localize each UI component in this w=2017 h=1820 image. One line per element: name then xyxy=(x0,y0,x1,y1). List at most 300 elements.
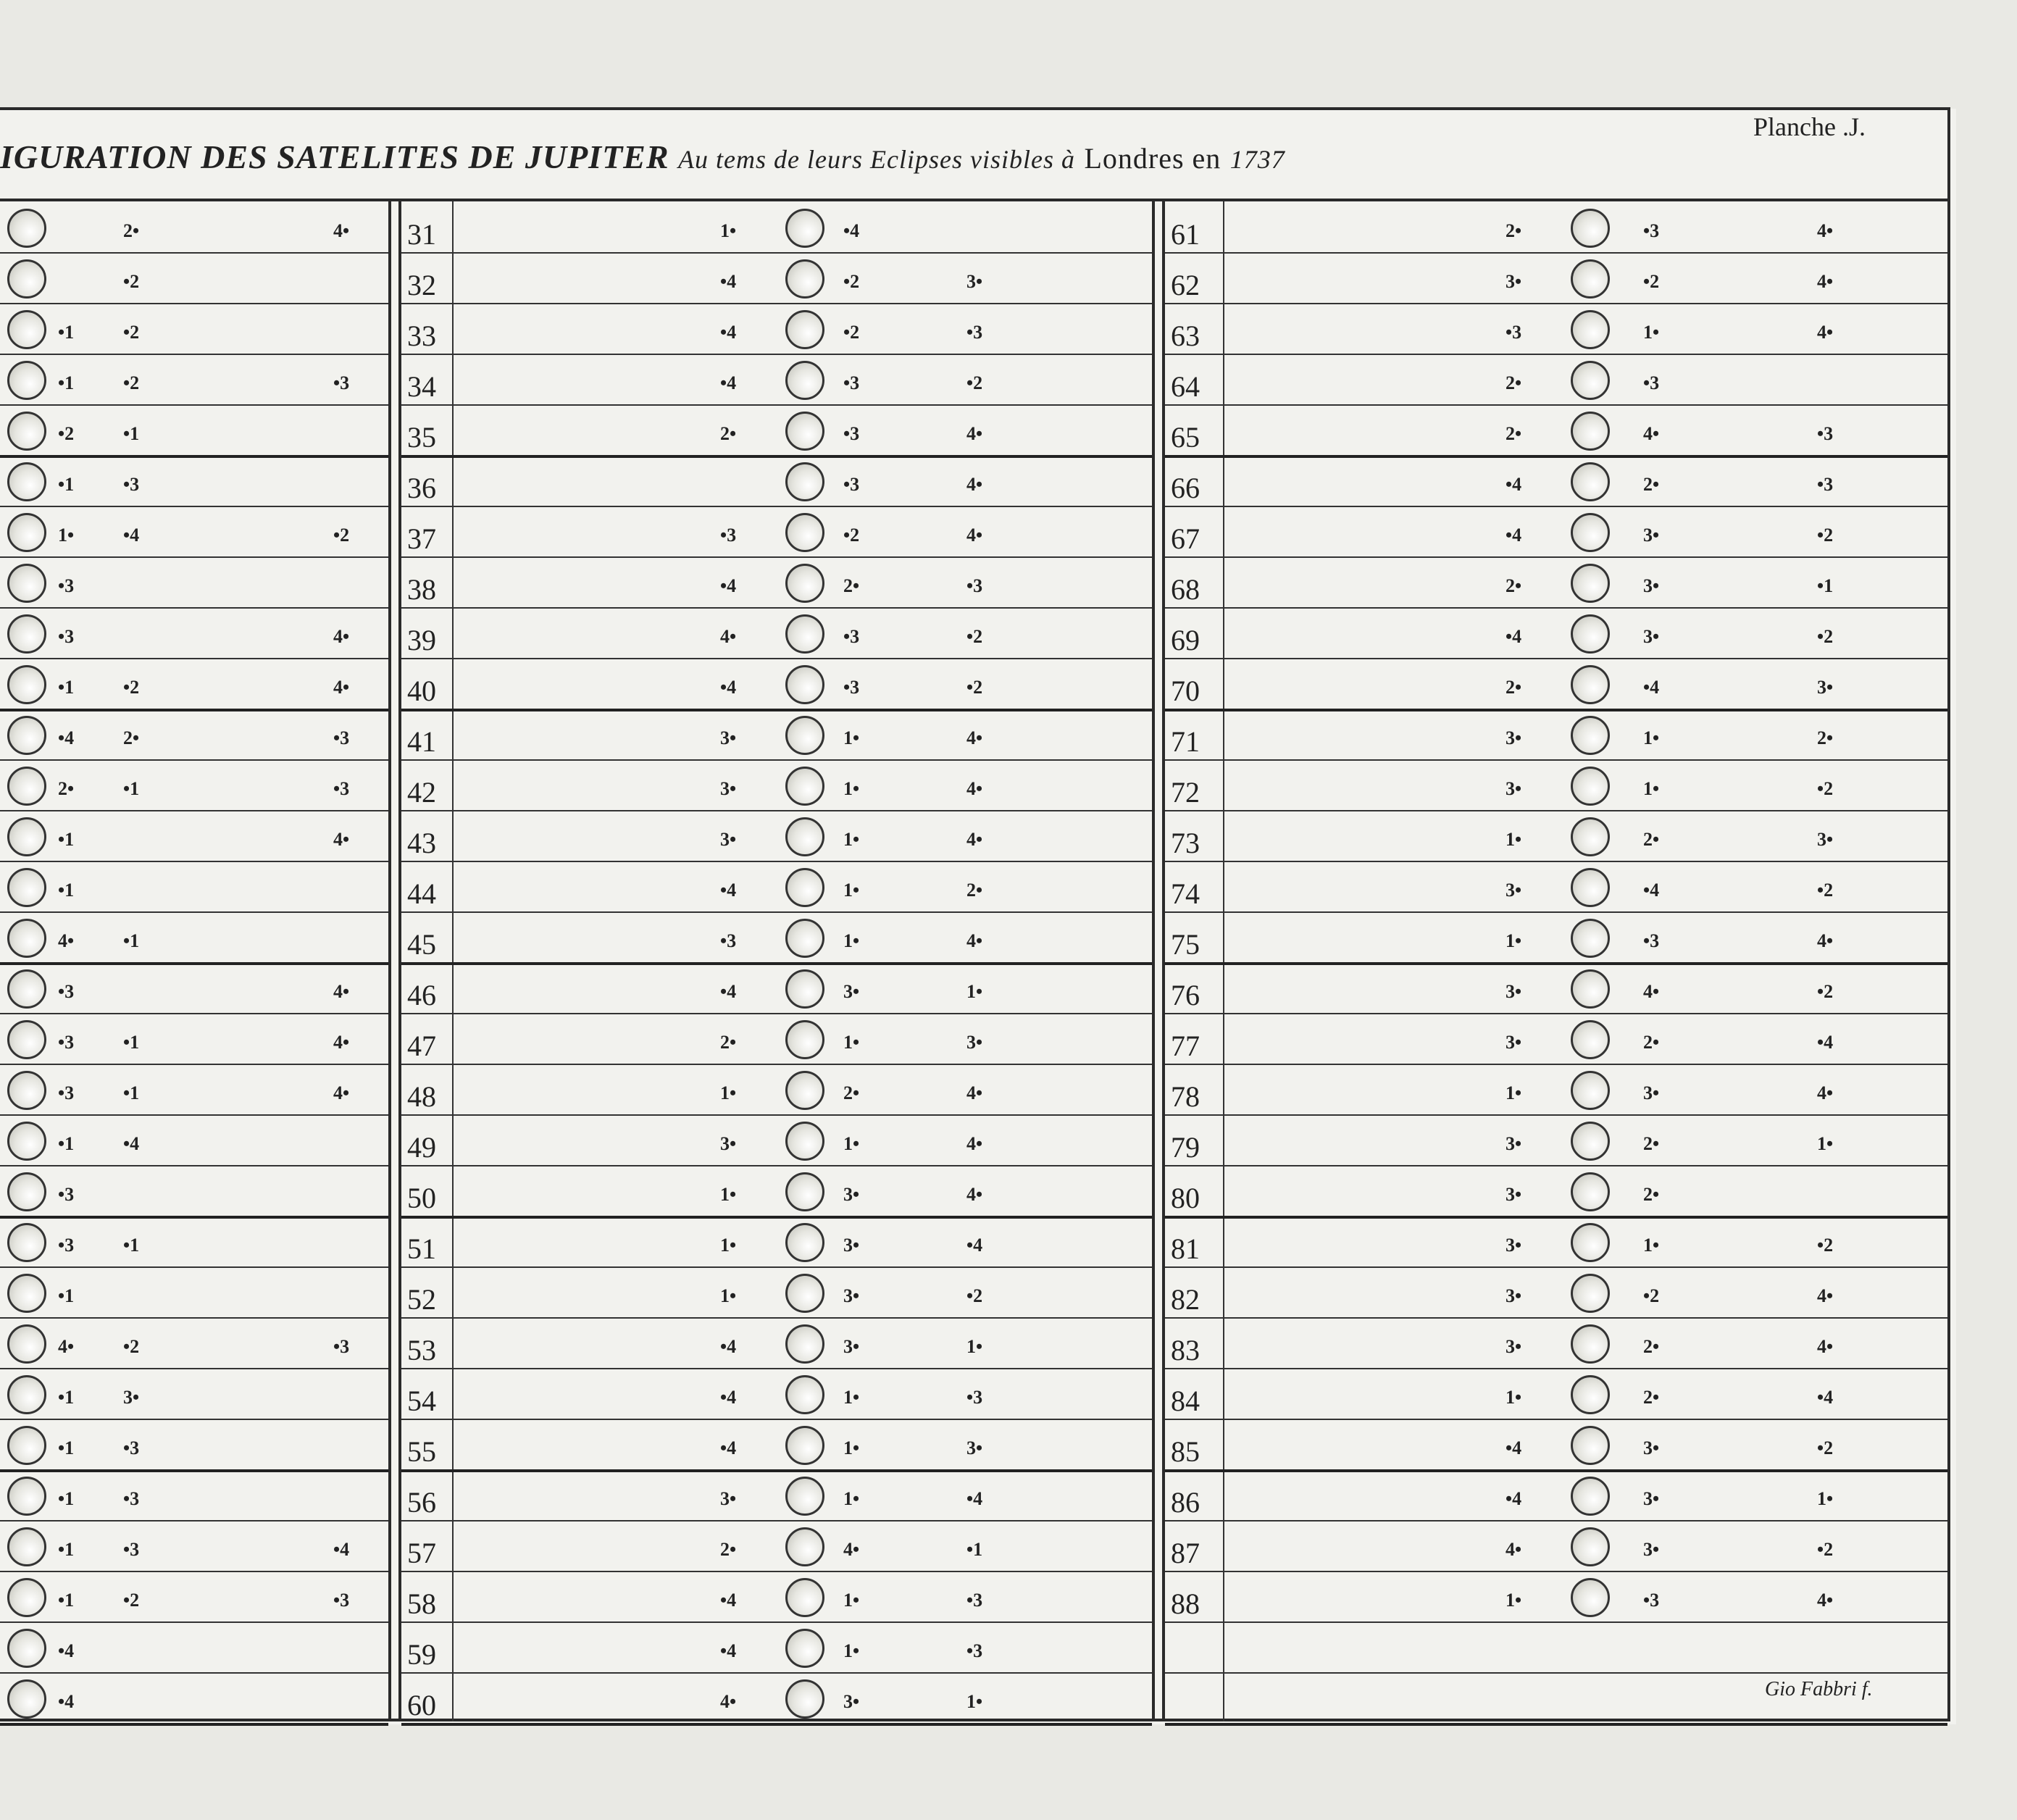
satellite-marker: 1• xyxy=(843,1387,860,1408)
row-number: 53 xyxy=(407,1334,436,1366)
satellite-marker: •3 xyxy=(58,1032,75,1053)
table-row xyxy=(0,1064,388,1116)
satellite-marker: 1• xyxy=(843,1133,860,1154)
satellite-marker: •2 xyxy=(966,677,983,698)
satellite-marker: •1 xyxy=(123,1082,140,1103)
jupiter-disc-icon xyxy=(1571,919,1610,958)
satellite-marker: •2 xyxy=(966,1285,983,1306)
jupiter-disc-icon xyxy=(7,564,46,603)
jupiter-disc-icon xyxy=(785,1223,824,1262)
satellite-marker: •1 xyxy=(123,1032,140,1053)
row-number: 66 xyxy=(1171,472,1200,504)
jupiter-disc-icon xyxy=(7,361,46,400)
jupiter-disc-icon xyxy=(785,564,824,603)
row-number: 46 xyxy=(407,979,436,1011)
satellite-marker: •1 xyxy=(58,1437,75,1458)
satellite-marker: •3 xyxy=(966,1590,983,1611)
jupiter-disc-icon xyxy=(785,513,824,552)
satellite-marker: 4• xyxy=(966,1184,983,1205)
row-number: 39 xyxy=(407,624,436,656)
table-row xyxy=(1165,1621,1947,1674)
table-row xyxy=(401,201,1152,254)
row-number: 88 xyxy=(1171,1587,1200,1620)
satellite-marker: •4 xyxy=(1506,474,1522,495)
satellite-marker: •1 xyxy=(966,1539,983,1560)
table-row xyxy=(1165,404,1947,458)
table-row xyxy=(401,1266,1152,1319)
satellite-marker: •4 xyxy=(720,677,737,698)
jupiter-disc-icon xyxy=(785,969,824,1009)
satellite-marker: •2 xyxy=(58,423,75,444)
frame-right-rule xyxy=(1947,107,1950,1719)
table-row xyxy=(0,1114,388,1166)
row-number: 84 xyxy=(1171,1385,1200,1417)
satellite-marker: •2 xyxy=(843,525,860,546)
satellite-marker: •4 xyxy=(58,727,75,748)
satellite-marker: •3 xyxy=(58,981,75,1002)
satellite-marker: •3 xyxy=(58,1082,75,1103)
satellite-marker: 1• xyxy=(1643,727,1660,748)
jupiter-disc-icon xyxy=(7,969,46,1009)
row-number: 41 xyxy=(407,725,436,758)
satellite-marker: •4 xyxy=(720,981,737,1002)
satellite-marker: •3 xyxy=(843,626,860,647)
satellite-marker: •3 xyxy=(1506,322,1522,343)
table-row xyxy=(401,1469,1152,1521)
satellite-marker: •3 xyxy=(123,1488,140,1509)
satellite-marker: •3 xyxy=(966,322,983,343)
satellite-marker: •4 xyxy=(123,525,140,546)
jupiter-disc-icon xyxy=(7,1527,46,1566)
row-number: 77 xyxy=(1171,1030,1200,1062)
table-row xyxy=(0,1013,388,1065)
table-row xyxy=(1165,556,1947,609)
satellite-marker: •2 xyxy=(333,525,350,546)
jupiter-disc-icon xyxy=(7,412,46,451)
satellite-marker: •2 xyxy=(123,1336,140,1357)
satellite-marker: 4• xyxy=(333,626,350,647)
jupiter-disc-icon xyxy=(7,1578,46,1617)
satellite-marker: 3• xyxy=(1817,829,1834,850)
satellite-marker: 2• xyxy=(1643,829,1660,850)
satellite-marker: •3 xyxy=(1643,1590,1660,1611)
satellite-marker: 3• xyxy=(1643,1488,1660,1509)
satellite-marker: 1• xyxy=(1506,1387,1522,1408)
table-row xyxy=(0,201,388,254)
table-row xyxy=(401,455,1152,507)
satellite-marker: 1• xyxy=(1506,829,1522,850)
satellite-marker: •1 xyxy=(58,1133,75,1154)
jupiter-disc-icon xyxy=(785,361,824,400)
satellite-marker: •4 xyxy=(720,1387,737,1408)
satellite-marker: 3• xyxy=(843,1336,860,1357)
satellite-marker: •1 xyxy=(58,372,75,393)
satellite-marker: •4 xyxy=(1506,626,1522,647)
table-row xyxy=(1165,1469,1947,1521)
table-row xyxy=(0,607,388,659)
table-row xyxy=(1165,1419,1947,1472)
table-row xyxy=(1165,455,1947,507)
table-row xyxy=(1165,354,1947,406)
plate-title xyxy=(0,138,1285,176)
satellite-marker: •2 xyxy=(123,1590,140,1611)
table-column-3 xyxy=(1165,201,1947,1721)
title-italic: Au tems de leurs Eclipses visibles à xyxy=(678,145,1075,174)
satellite-marker: 3• xyxy=(1506,1336,1522,1357)
satellite-marker: •3 xyxy=(58,1184,75,1205)
satellite-marker: •1 xyxy=(58,829,75,850)
satellite-marker: •4 xyxy=(1817,1032,1834,1053)
row-number: 35 xyxy=(407,421,436,454)
satellite-marker: 4• xyxy=(966,474,983,495)
jupiter-disc-icon xyxy=(785,462,824,501)
row-number: 36 xyxy=(407,472,436,504)
satellite-marker: •2 xyxy=(1817,525,1834,546)
satellite-marker: •2 xyxy=(1817,981,1834,1002)
satellite-marker: •2 xyxy=(1817,1235,1834,1256)
satellite-marker: 4• xyxy=(966,829,983,850)
row-number: 81 xyxy=(1171,1232,1200,1265)
table-row xyxy=(401,1621,1152,1674)
table-row xyxy=(0,1621,388,1674)
row-number: 42 xyxy=(407,776,436,809)
satellite-marker: 1• xyxy=(966,1691,983,1712)
table-row xyxy=(1165,709,1947,761)
satellite-marker: 4• xyxy=(1643,423,1660,444)
satellite-marker: •4 xyxy=(1643,880,1660,901)
satellite-marker: 3• xyxy=(720,829,737,850)
satellite-marker: •2 xyxy=(843,271,860,292)
satellite-marker: 4• xyxy=(58,1336,75,1357)
jupiter-disc-icon xyxy=(7,919,46,958)
satellite-marker: 1• xyxy=(720,1082,737,1103)
satellite-marker: 4• xyxy=(966,1133,983,1154)
satellite-marker: •1 xyxy=(123,1235,140,1256)
row-number: 54 xyxy=(407,1385,436,1417)
jupiter-disc-icon xyxy=(7,1324,46,1364)
satellite-marker: 3• xyxy=(1506,1133,1522,1154)
satellite-marker: 3• xyxy=(843,1285,860,1306)
satellite-marker: 2• xyxy=(1506,220,1522,241)
satellite-marker: •1 xyxy=(58,1387,75,1408)
satellite-marker: 3• xyxy=(966,1437,983,1458)
jupiter-disc-icon xyxy=(785,1324,824,1364)
jupiter-disc-icon xyxy=(7,1477,46,1516)
satellite-marker: •1 xyxy=(58,1590,75,1611)
row-number: 63 xyxy=(1171,320,1200,352)
satellite-marker: •4 xyxy=(1506,525,1522,546)
satellite-marker: •2 xyxy=(1817,626,1834,647)
table-row xyxy=(401,1165,1152,1219)
satellite-marker: 3• xyxy=(1506,880,1522,901)
satellite-marker: 1• xyxy=(1506,1590,1522,1611)
satellite-marker: 2• xyxy=(1643,1387,1660,1408)
jupiter-disc-icon xyxy=(1571,767,1610,806)
table-row xyxy=(1165,759,1947,811)
jupiter-disc-icon xyxy=(1571,665,1610,704)
satellite-marker: 3• xyxy=(1643,1082,1660,1103)
jupiter-disc-icon xyxy=(7,1629,46,1668)
satellite-marker: 3• xyxy=(966,1032,983,1053)
jupiter-disc-icon xyxy=(7,1679,46,1719)
satellite-marker: 1• xyxy=(843,778,860,799)
table-row xyxy=(401,709,1152,761)
jupiter-disc-icon xyxy=(785,919,824,958)
table-row xyxy=(401,759,1152,811)
satellite-marker: •2 xyxy=(1817,880,1834,901)
jupiter-disc-icon xyxy=(1571,412,1610,451)
jupiter-disc-icon xyxy=(7,259,46,299)
plate-label: Planche .J. xyxy=(1753,112,1866,141)
jupiter-disc-icon xyxy=(7,1375,46,1414)
jupiter-disc-icon xyxy=(1571,1426,1610,1465)
jupiter-disc-icon xyxy=(785,1071,824,1110)
table-row xyxy=(1165,607,1947,659)
satellite-marker: 2• xyxy=(1643,1133,1660,1154)
row-number: 64 xyxy=(1171,370,1200,403)
table-row xyxy=(0,556,388,609)
jupiter-disc-icon xyxy=(1571,1172,1610,1211)
table-row xyxy=(1165,1317,1947,1369)
row-number: 47 xyxy=(407,1030,436,1062)
table-row xyxy=(1165,911,1947,965)
satellite-marker: 2• xyxy=(123,727,140,748)
satellite-marker: 1• xyxy=(720,1285,737,1306)
satellite-marker: •4 xyxy=(720,1640,737,1661)
satellite-marker: 2• xyxy=(58,778,75,799)
jupiter-disc-icon xyxy=(1571,564,1610,603)
satellite-marker: 4• xyxy=(333,220,350,241)
table-row xyxy=(0,1571,388,1623)
satellite-marker: 2• xyxy=(123,220,140,241)
jupiter-disc-icon xyxy=(1571,513,1610,552)
jupiter-disc-icon xyxy=(7,1426,46,1465)
table-row xyxy=(401,1317,1152,1369)
table-row xyxy=(0,1419,388,1472)
satellite-marker: •4 xyxy=(1506,1488,1522,1509)
satellite-marker: •3 xyxy=(58,1235,75,1256)
row-number: 33 xyxy=(407,320,436,352)
row-number: 72 xyxy=(1171,776,1200,809)
satellite-marker: 1• xyxy=(720,1235,737,1256)
jupiter-disc-icon xyxy=(7,1122,46,1161)
satellite-marker: •4 xyxy=(843,220,860,241)
row-number: 43 xyxy=(407,827,436,859)
satellite-marker: 3• xyxy=(1643,1539,1660,1560)
table-row xyxy=(1165,1571,1947,1623)
satellite-marker: •3 xyxy=(58,626,75,647)
table-row xyxy=(401,404,1152,458)
row-number: 69 xyxy=(1171,624,1200,656)
row-number: 78 xyxy=(1171,1080,1200,1113)
satellite-marker: •4 xyxy=(720,880,737,901)
satellite-marker: 3• xyxy=(1506,1235,1522,1256)
row-number: 55 xyxy=(407,1435,436,1468)
table-row xyxy=(0,1368,388,1420)
satellite-marker: 1• xyxy=(843,1640,860,1661)
row-number: 61 xyxy=(1171,218,1200,251)
satellite-marker: •4 xyxy=(58,1640,75,1661)
satellite-marker: 4• xyxy=(966,727,983,748)
table-row xyxy=(0,911,388,965)
satellite-marker: •3 xyxy=(123,1437,140,1458)
satellite-marker: •4 xyxy=(720,1590,737,1611)
jupiter-disc-icon xyxy=(785,209,824,248)
table-row xyxy=(1165,1064,1947,1116)
row-number: 58 xyxy=(407,1587,436,1620)
satellite-marker: 3• xyxy=(843,1184,860,1205)
satellite-marker: 4• xyxy=(720,626,737,647)
row-number: 76 xyxy=(1171,979,1200,1011)
row-number: 73 xyxy=(1171,827,1200,859)
table-row xyxy=(0,759,388,811)
satellite-marker: 1• xyxy=(1506,930,1522,951)
table-row xyxy=(0,354,388,406)
row-number: 57 xyxy=(407,1537,436,1569)
jupiter-disc-icon xyxy=(1571,209,1610,248)
satellite-marker: 2• xyxy=(1643,1184,1660,1205)
table-row xyxy=(1165,303,1947,355)
table-row xyxy=(401,354,1152,406)
table-row xyxy=(401,607,1152,659)
satellite-marker: 4• xyxy=(1817,1082,1834,1103)
table-row xyxy=(401,252,1152,304)
jupiter-disc-icon xyxy=(7,462,46,501)
row-number: 52 xyxy=(407,1283,436,1316)
jupiter-disc-icon xyxy=(7,817,46,856)
satellite-marker: •3 xyxy=(843,372,860,393)
satellite-marker: 3• xyxy=(1506,271,1522,292)
row-number: 65 xyxy=(1171,421,1200,454)
satellite-marker: 2• xyxy=(720,423,737,444)
jupiter-disc-icon xyxy=(7,716,46,755)
jupiter-disc-icon xyxy=(1571,1375,1610,1414)
satellite-marker: •1 xyxy=(58,880,75,901)
satellite-marker: 3• xyxy=(1506,1032,1522,1053)
satellite-marker: •2 xyxy=(1817,1539,1834,1560)
satellite-marker: 2• xyxy=(1643,1032,1660,1053)
satellite-marker: •2 xyxy=(123,372,140,393)
jupiter-disc-icon xyxy=(7,310,46,349)
satellite-marker: 1• xyxy=(1817,1133,1834,1154)
table-row xyxy=(1165,506,1947,558)
satellite-marker: 3• xyxy=(1643,575,1660,596)
satellite-marker: •3 xyxy=(1643,220,1660,241)
satellite-marker: •4 xyxy=(966,1235,983,1256)
satellite-marker: •4 xyxy=(58,1691,75,1712)
table-row xyxy=(401,911,1152,965)
table-row xyxy=(401,962,1152,1014)
row-number: 59 xyxy=(407,1638,436,1671)
satellite-marker: 1• xyxy=(843,829,860,850)
satellite-marker: 4• xyxy=(333,1032,350,1053)
satellite-marker: •3 xyxy=(1643,372,1660,393)
satellite-marker: •4 xyxy=(966,1488,983,1509)
satellite-marker: •2 xyxy=(123,271,140,292)
table-row xyxy=(0,1266,388,1319)
satellite-marker: •2 xyxy=(843,322,860,343)
table-row xyxy=(1165,1520,1947,1572)
jupiter-disc-icon xyxy=(1571,716,1610,755)
satellite-marker: 4• xyxy=(58,930,75,951)
jupiter-disc-icon xyxy=(1571,614,1610,654)
row-number: 80 xyxy=(1171,1182,1200,1214)
table-row xyxy=(1165,1216,1947,1268)
satellite-marker: 4• xyxy=(966,1082,983,1103)
satellite-marker: •3 xyxy=(333,372,350,393)
satellite-marker: •1 xyxy=(58,1488,75,1509)
satellite-marker: •2 xyxy=(1817,778,1834,799)
satellite-marker: 1• xyxy=(58,525,75,546)
table-row xyxy=(401,1672,1152,1726)
satellite-marker: •4 xyxy=(1817,1387,1834,1408)
satellite-marker: 4• xyxy=(1817,1590,1834,1611)
satellite-marker: •4 xyxy=(720,271,737,292)
jupiter-disc-icon xyxy=(785,1122,824,1161)
satellite-marker: 4• xyxy=(333,1082,350,1103)
satellite-marker: 2• xyxy=(1817,727,1834,748)
jupiter-disc-icon xyxy=(1571,1578,1610,1617)
satellite-marker: 2• xyxy=(1506,423,1522,444)
table-row xyxy=(1165,962,1947,1014)
satellite-marker: 2• xyxy=(1506,372,1522,393)
row-number: 85 xyxy=(1171,1435,1200,1468)
row-number: 68 xyxy=(1171,573,1200,606)
satellite-marker: •3 xyxy=(843,474,860,495)
jupiter-disc-icon xyxy=(7,1020,46,1059)
satellite-marker: 2• xyxy=(843,1082,860,1103)
satellite-marker: •4 xyxy=(1643,677,1660,698)
satellite-marker: •1 xyxy=(58,1539,75,1560)
satellite-marker: 3• xyxy=(843,1235,860,1256)
table-row xyxy=(0,962,388,1014)
satellite-marker: 4• xyxy=(333,677,350,698)
jupiter-disc-icon xyxy=(785,1426,824,1465)
satellite-marker: 3• xyxy=(123,1387,140,1408)
jupiter-disc-icon xyxy=(785,716,824,755)
jupiter-disc-icon xyxy=(1571,1223,1610,1262)
satellite-marker: •4 xyxy=(1506,1437,1522,1458)
satellite-marker: 4• xyxy=(966,423,983,444)
table-row xyxy=(0,252,388,304)
jupiter-disc-icon xyxy=(7,665,46,704)
title-caps: IGURATION DES SATELITES DE JUPITER xyxy=(0,138,669,175)
satellite-marker: •3 xyxy=(58,575,75,596)
satellite-marker: •2 xyxy=(1643,271,1660,292)
jupiter-disc-icon xyxy=(1571,1020,1610,1059)
satellite-marker: 2• xyxy=(843,575,860,596)
satellite-marker: •1 xyxy=(58,322,75,343)
satellite-marker: 1• xyxy=(843,1032,860,1053)
satellite-marker: •3 xyxy=(720,525,737,546)
satellite-marker: •2 xyxy=(123,322,140,343)
jupiter-disc-icon xyxy=(1571,969,1610,1009)
satellite-marker: 3• xyxy=(1506,981,1522,1002)
satellite-marker: •2 xyxy=(123,677,140,698)
satellite-marker: 3• xyxy=(1506,1184,1522,1205)
jupiter-disc-icon xyxy=(1571,1324,1610,1364)
table-row xyxy=(0,455,388,507)
table-row xyxy=(0,861,388,913)
satellite-marker: 4• xyxy=(333,981,350,1002)
satellite-marker: 1• xyxy=(843,727,860,748)
row-number: 75 xyxy=(1171,928,1200,961)
table-column-2 xyxy=(401,201,1152,1721)
satellite-marker: •3 xyxy=(720,930,737,951)
satellite-marker: 3• xyxy=(1643,525,1660,546)
satellite-marker: •4 xyxy=(720,575,737,596)
title-place: Londres en xyxy=(1084,142,1222,175)
